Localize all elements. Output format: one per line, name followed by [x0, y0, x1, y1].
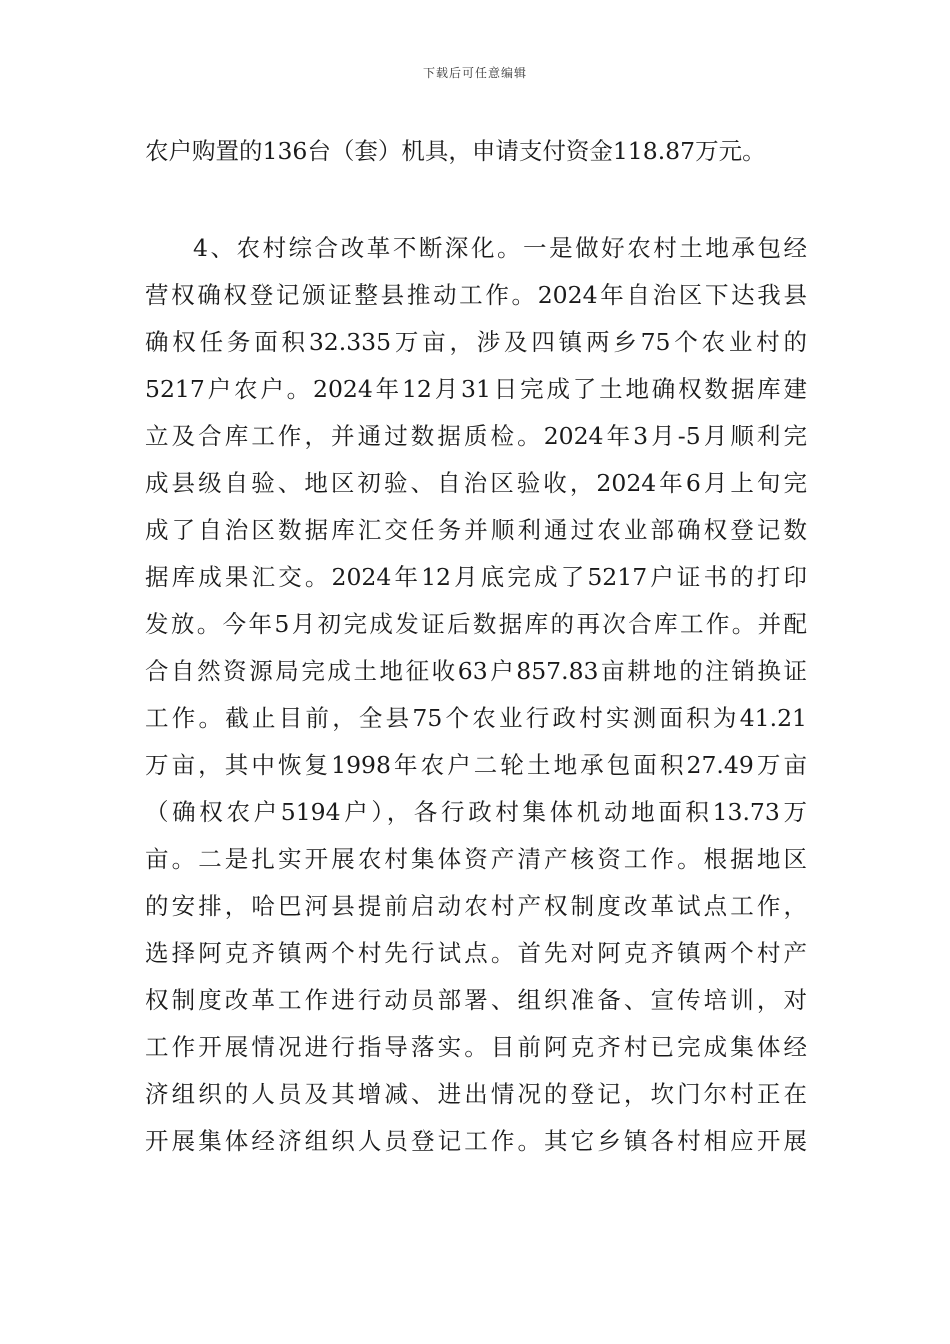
text-line: 成了自治区数据库汇交任务并顺利通过农业部确权登记数	[145, 516, 807, 544]
text-line: 开展集体经济组织人员登记工作。其它乡镇各村相应开展	[145, 1127, 807, 1155]
text-line: 营权确权登记颁证整县推动工作。2024年自治区下达我县	[145, 281, 807, 309]
paragraph-rural-reform	[145, 225, 807, 1165]
text-line: 亩。二是扎实开展农村集体资产清产核资工作。根据地区	[145, 845, 807, 873]
text-line: 的安排，哈巴河县提前启动农村产权制度改革试点工作，	[145, 892, 807, 920]
text-line: 权制度改革工作进行动员部署、组织准备、宣传培训，对	[145, 986, 807, 1014]
text-line: 万亩，其中恢复1998年农户二轮土地承包面积27.49万亩	[145, 751, 807, 779]
text-line: 济组织的人员及其增减、进出情况的登记，坎门尔村正在	[145, 1080, 807, 1108]
text-line: 成县级自验、地区初验、自治区验收，2024年6月上旬完	[145, 469, 807, 497]
text-line: 选择阿克齐镇两个村先行试点。首先对阿克齐镇两个村产	[145, 939, 807, 967]
text-line: 立及合库工作，并通过数据质检。2024年3月-5月顺利完	[145, 422, 807, 450]
text-line: 农户购置的136台（套）机具，申请支付资金118.87万元。	[145, 137, 766, 165]
text-line: 工作。截止目前，全县75个农业行政村实测面积为41.21	[145, 704, 807, 732]
text-line: 工作开展情况进行指导落实。目前阿克齐村已完成集体经	[145, 1033, 807, 1061]
text-line: 确权任务面积32.335万亩，涉及四镇两乡75个农业村的	[145, 328, 807, 356]
page-header: 下载后可任意编辑	[422, 66, 527, 80]
text-line: 发放。今年5月初完成发证后数据库的再次合库工作。并配	[145, 610, 807, 638]
paragraph-continuation	[145, 128, 807, 175]
text-line: 合自然资源局完成土地征收63户857.83亩耕地的注销换证	[145, 657, 807, 685]
text-line: 5217户农户。2024年12月31日完成了土地确权数据库建	[145, 375, 807, 403]
text-line: （确权农户5194户），各行政村集体机动地面积13.73万	[145, 798, 807, 826]
text-line: 据库成果汇交。2024年12月底完成了5217户证书的打印	[145, 563, 807, 591]
text-line: 4、农村综合改革不断深化。一是做好农村土地承包经	[193, 234, 807, 262]
